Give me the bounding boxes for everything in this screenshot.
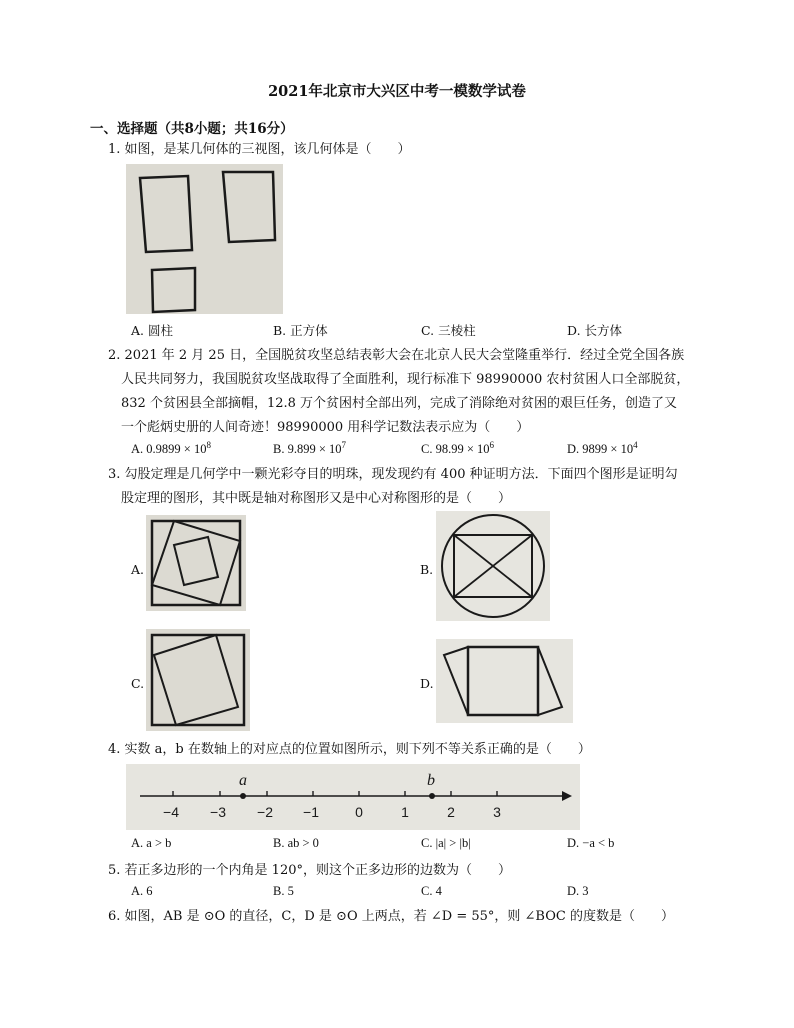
- number-line-figure: [126, 764, 580, 830]
- point-a-dot: [240, 793, 246, 799]
- q3-label-b: B.: [420, 562, 434, 577]
- pythagoras-figure-d: [436, 639, 573, 723]
- question-1-stem: 1. 如图，是某几何体的三视图，该几何体是（ ）: [108, 142, 411, 157]
- section-heading: 一、选择题（共8小题；共16分）: [90, 121, 294, 137]
- q1-option-a: A. 圆柱: [131, 323, 173, 338]
- question-2-line-2: 人民共同努力，我国脱贫攻坚战取得了全面胜利，现行标准下 98990000 农村贫困人口全部脱贫，: [121, 372, 690, 387]
- q5-option-b: B. 5: [273, 884, 294, 898]
- page-title: 2021年北京市大兴区中考一模数学试卷: [268, 83, 526, 100]
- tick-label: −4: [163, 804, 179, 820]
- q5-option-d: D. 3: [567, 884, 589, 898]
- q1-option-b: B. 正方体: [273, 323, 328, 338]
- q2-option-b: B. $9.899 \times 10^7$: [273, 440, 347, 457]
- question-3-line-2: 股定理的图形，其中既是轴对称图形又是中心对称图形的是（ ）: [121, 491, 512, 506]
- question-2-line-4: 一个彪炳史册的人间奇迹！98990000 用科学记数法表示应为（ ）: [121, 420, 530, 435]
- tick-label: −3: [210, 804, 226, 820]
- pythagoras-figure-a: [146, 515, 246, 611]
- tick-label: −2: [257, 804, 273, 820]
- q4-option-c: C. |a| > |b|: [421, 836, 471, 850]
- q2-option-c: C. $98.99 \times 10^6$: [421, 440, 495, 457]
- question-5-stem: 5. 若正多边形的一个内角是 120°，则这个正多边形的边数为（ ）: [108, 863, 511, 878]
- pythagoras-figure-c: [146, 629, 250, 731]
- q3-label-a: A.: [131, 562, 145, 577]
- q5-option-c: C. 4: [421, 884, 442, 898]
- q4-option-d: D. −a < b: [567, 836, 615, 850]
- tick-label: 1: [401, 804, 409, 820]
- three-views-figure: [126, 164, 283, 314]
- q2-option-d: D. $9899 \times 10^4$: [567, 440, 638, 457]
- point-b-label: b: [427, 772, 435, 789]
- tick-label: 3: [493, 804, 501, 820]
- question-4-stem: 4. 实数 a，b 在数轴上的对应点的位置如图所示，则下列不等关系正确的是（ ）: [108, 742, 591, 757]
- pythagoras-figure-b: [436, 511, 550, 621]
- q2-option-a: A. $0.9899 \times 10^8$: [131, 440, 211, 457]
- tick-label: 0: [355, 804, 363, 820]
- question-6-stem: 6. 如图，AB 是 ⊙O 的直径，C，D 是 ⊙O 上两点，若 ∠D = 55°，则 ∠BOC 的度数是（ ）: [108, 909, 674, 924]
- q3-label-d: D.: [420, 676, 434, 691]
- tick-label: 2: [447, 804, 455, 820]
- question-3-line-1: 3. 勾股定理是几何学中一颗光彩夺目的明珠，现发现约有 400 种证明方法．下面四个图形是证明勾: [108, 467, 678, 482]
- question-2-line-3: 832 个贫困县全部摘帽，12.8 万个贫困村全部出列，完成了消除绝对贫困的艰巨任务，创造了又: [121, 396, 678, 411]
- q5-option-a: A. 6: [131, 884, 153, 898]
- point-b-dot: [429, 793, 435, 799]
- q4-option-a: A. a > b: [131, 836, 172, 850]
- q3-label-c: C.: [131, 676, 145, 691]
- question-2-line-1: 2. 2021 年 2 月 25 日，全国脱贫攻坚总结表彰大会在北京人民大会堂隆重举行．经过全党全国各族: [108, 348, 685, 363]
- tick-label: −1: [303, 804, 319, 820]
- point-a-label: a: [239, 772, 247, 789]
- q1-option-c: C. 三棱柱: [421, 323, 476, 338]
- q1-option-d: D. 长方体: [567, 323, 623, 338]
- q4-option-b: B. ab > 0: [273, 836, 319, 850]
